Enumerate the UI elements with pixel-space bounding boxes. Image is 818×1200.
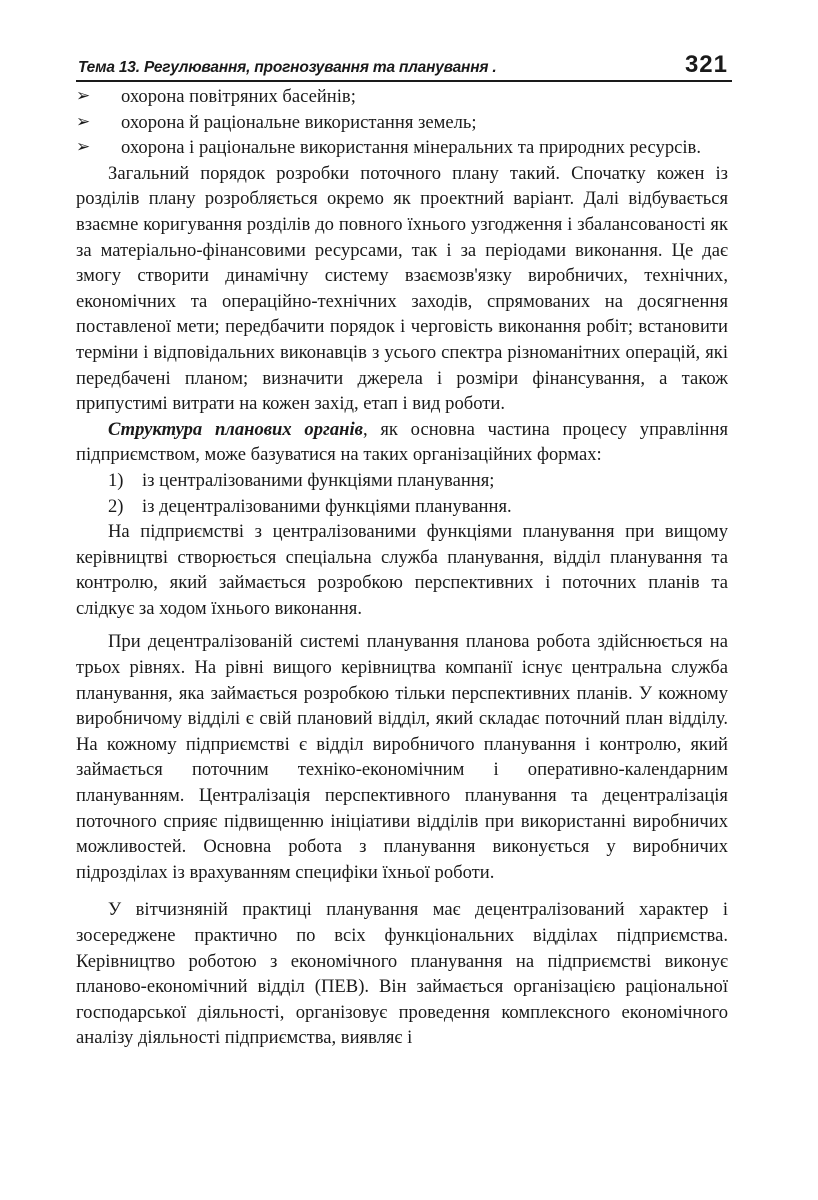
page-number: 321 [684, 51, 728, 78]
list-text: із децентралізованими функціями планування. [142, 495, 512, 517]
list-item [76, 84, 728, 110]
bullet-text: охорона і раціональне використання мінеральних та природних ресурсів. [121, 137, 701, 159]
list-item [76, 494, 728, 520]
arrow-bullet-icon: ➢ [76, 86, 91, 106]
list-item [76, 135, 728, 161]
list-item [76, 468, 728, 494]
list-number: 1) [108, 469, 124, 491]
page-body [76, 84, 728, 1051]
bullet-text: охорона повітряних басейнів; [121, 86, 356, 107]
emphasized-term: Структура планових органів [108, 418, 363, 440]
bullet-text: охорона й раціональне використання земель; [121, 111, 477, 133]
running-header [76, 50, 732, 82]
arrow-bullet-icon: ➢ [76, 137, 91, 158]
paragraph-centralized: На підприємстві з централізованими функціями планування при вищому керівництві створюється спеціальна служба планування, відділ планування та контролю, який займається розробкою перспективних і поточних планів та слідкує за ходом їхнього виконання. [76, 521, 728, 619]
paragraph-decentralized: При децентралізованій системі планування планова робота здійснюється на трьох рівнях. На рівні вищого керівництва компанії існує центральна служба планування, яка займається розробкою тільки перспективних планів. У кожному виробничому відділі є свій плановий відділ, який складає поточний план відділу. На кожному підприємстві є відділ виробничого планування і контролю, який займається поточним техніко-економічним і оперативно-календарним плануванням. Централізація перспективного планування та децентралізація поточного сприяє підвищенню ініціативи відділів при використанні виробничих можливостей. Основна робота з планування виконується у виробничих підрозділах із врахуванням специфіки їхньої роботи. [76, 631, 728, 883]
paragraph-plan-procedure: Загальний порядок розробки поточного плану такий. Спочатку кожен із розділів плану розробляється окремо як проектний варіант. Далі відбувається взаємне коригування розділів до повного їхнього узгодження і збалансованості як за матеріально-фінансовими ресурсами, так і за періодами виконання. Це дає змогу створити динамічну систему взаємозв'язку виробничих, технічних, економічних та операційно-технічних заходів, спрямованих на досягнення поставленої мети; передбачити порядок і черговість виконання робіт; встановити терміни і відповідальних виконавців з усього спектра різноманітних операцій, які передбачені планом; визначити джерела і розміри фінансування, а також припустимі витрати на кожен захід, етап і вид роботи. [76, 162, 728, 415]
list-number: 2) [108, 495, 124, 517]
paragraph-domestic-practice: У вітчизняній практиці планування має децентралізований характер і зосереджене практично по всіх функціональних відділах підприємства. Керівництво роботою з економічного планування на підприємстві виконує планово-економічний відділ (ПЕВ). Він займається організацією раціональної господарської діяльності, організовує проведення комплексного економічного аналізу діяльності підприємства, виявляє і [76, 899, 728, 1049]
arrow-bullet-icon: ➢ [76, 111, 91, 132]
paragraph-text: , як основна частина процесу управління підприємством, може базуватися на таких організаційних формах: [76, 418, 728, 466]
paragraph-planning-structure [76, 417, 728, 468]
list-text: із централізованими функціями планування; [142, 469, 495, 491]
chapter-title: Тема 13. Регулювання, прогнозування та планування . [78, 59, 497, 76]
bullet-list [76, 84, 728, 161]
list-item [76, 110, 728, 136]
numbered-list [76, 468, 728, 519]
